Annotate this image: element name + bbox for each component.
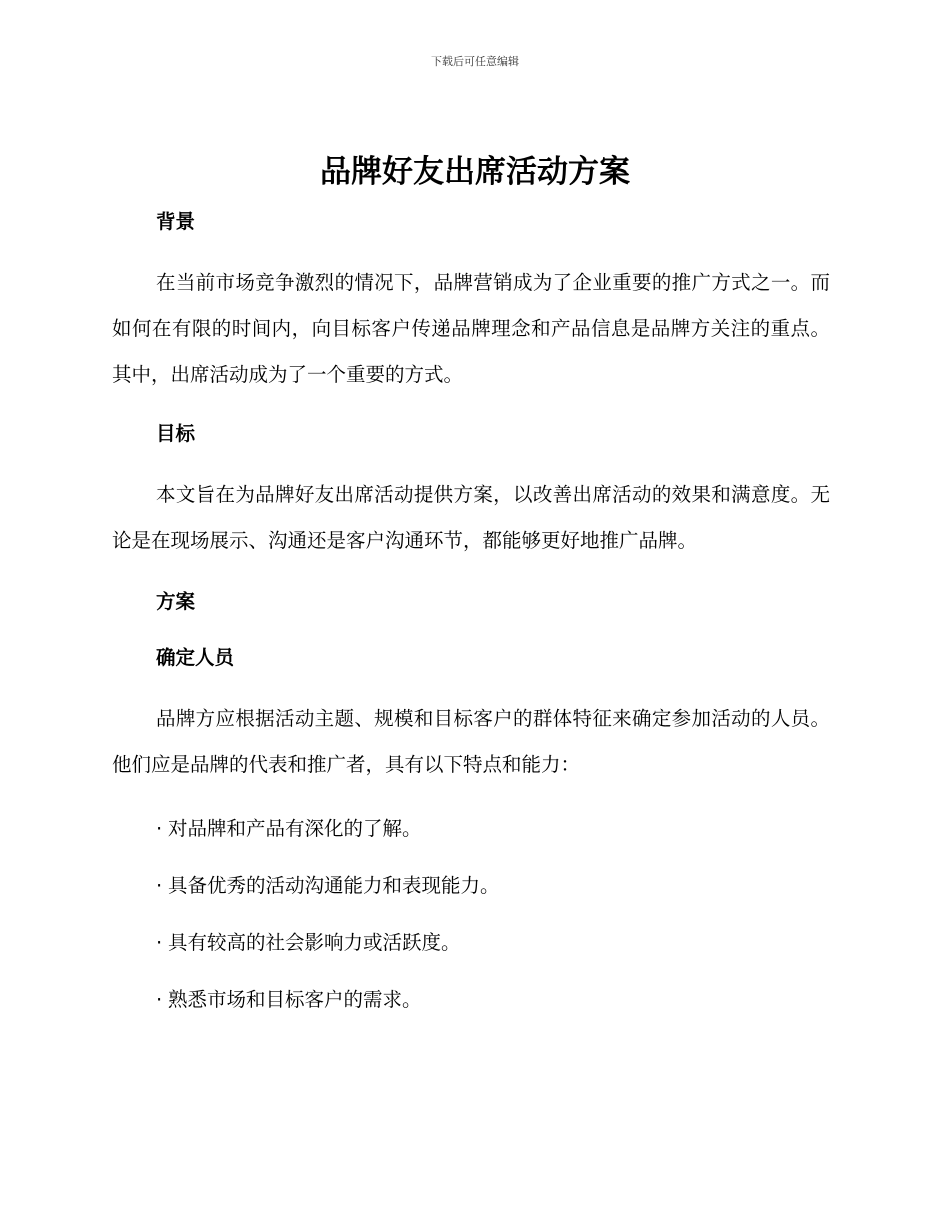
list-item-bullet-2 — [112, 870, 830, 902]
bullet-dot-icon: · — [156, 817, 163, 840]
section-heading-personnel: 确定人员 — [156, 646, 235, 669]
bullet-text: 熟悉市场和目标客户的需求。 — [168, 988, 422, 1011]
list-item-bullet-1 — [112, 813, 830, 845]
bullet-dot-icon: · — [156, 874, 163, 897]
list-item-bullet-4 — [112, 984, 830, 1016]
bullet-dot-icon: · — [156, 931, 163, 954]
bullet-text: 具有较高的社会影响力或活跃度。 — [168, 931, 461, 954]
document-title: 品牌好友出席活动方案 — [320, 154, 630, 190]
section-heading-plan: 方案 — [156, 590, 196, 613]
list-item-bullet-3 — [112, 927, 830, 959]
paragraph-goal: 本文旨在为品牌好友出席活动提供方案，以改善出席活动的效果和满意度。无论是在现场展示、沟通还是客户沟通环节，都能够更好地推广品牌。 — [112, 483, 830, 552]
bullet-text: 具备优秀的活动沟通能力和表现能力。 — [168, 874, 500, 897]
page-header-note: 下载后可任意编辑 — [431, 55, 519, 68]
bullet-text: 对品牌和产品有深化的了解。 — [168, 817, 422, 840]
bullet-dot-icon: · — [156, 988, 163, 1011]
section-heading-background: 背景 — [156, 210, 196, 233]
document-body — [112, 202, 830, 1016]
section-heading-goal: 目标 — [156, 422, 196, 445]
paragraph-personnel: 品牌方应根据活动主题、规模和目标客户的群体特征来确定参加活动的人员。他们应是品牌的代表和推广者，具有以下特点和能力： — [112, 707, 830, 776]
paragraph-background: 在当前市场竞争激烈的情况下，品牌营销成为了企业重要的推广方式之一。而如何在有限的时间内，向目标客户传递品牌理念和产品信息是品牌方关注的重点。其中，出席活动成为了一个重要的方式。 — [112, 271, 830, 386]
